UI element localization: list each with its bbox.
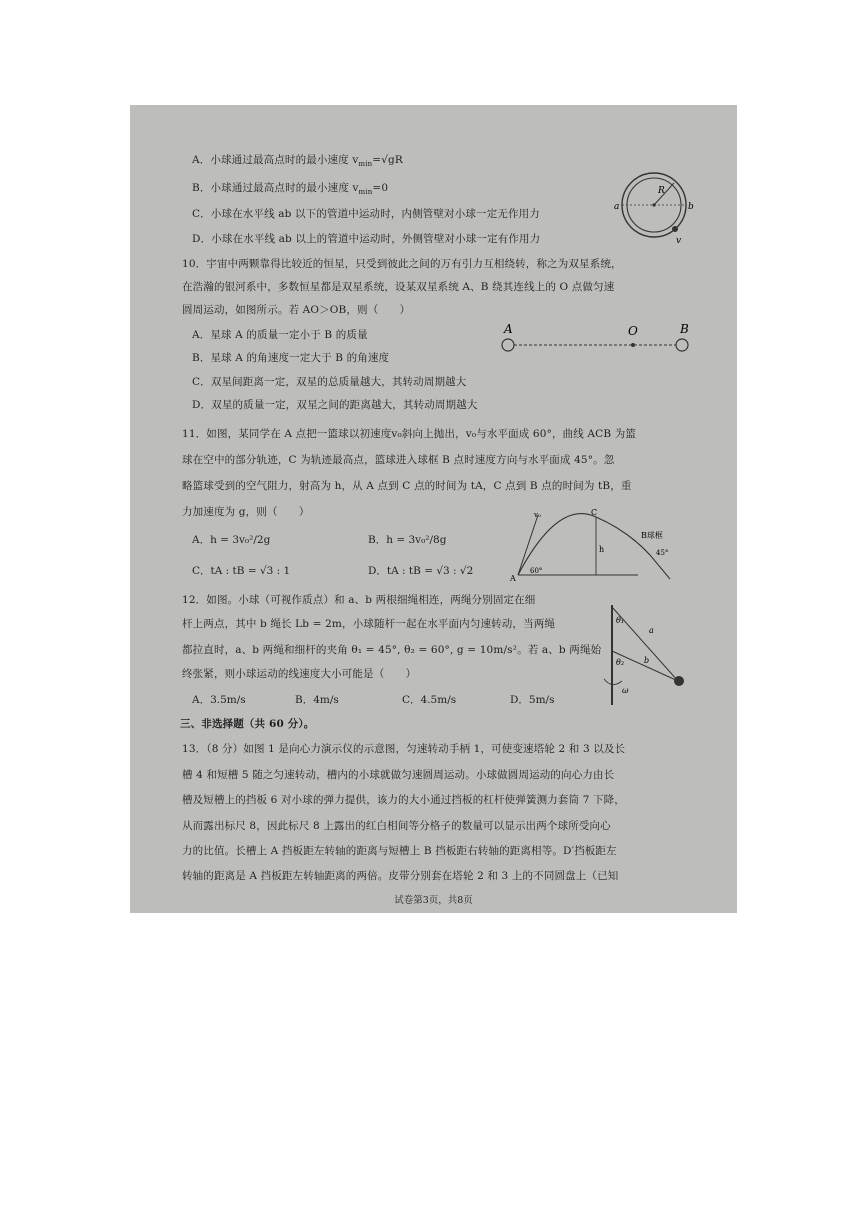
point-o (631, 343, 635, 347)
q13-line-6: 转轴的距离是 A 挡板距左转轴距离的两倍。皮带分别套在塔轮 2 和 3 上的不同圆盘上（已知 (182, 870, 619, 882)
label-a: a (614, 202, 620, 212)
q13-line-5: 力的比值。长槽上 A 挡板距左转轴的距离与短槽上 B 挡板距右转轴的距离相等。D′挡板距左 (182, 845, 617, 857)
q11-line-3: 略篮球受到的空气阻力，射高为 h，从 A 点到 C 点的时间为 tA，C 点到 B 点的时间为 tB，重 (182, 480, 632, 492)
label-h: h (599, 545, 605, 554)
q11-option-d: D．tA : tB = √3 : √2 (368, 565, 474, 577)
star-a (502, 339, 514, 351)
ball (672, 226, 678, 232)
q11-line-4: 力加速度为 g，则（ ） (182, 506, 310, 518)
label-R: R (658, 186, 665, 196)
q10-option-b: B．星球 A 的角速度一定大于 B 的角速度 (192, 352, 390, 364)
label-hoop-B: B球框 (641, 531, 663, 540)
exit-velocity-line (650, 555, 670, 579)
label-B: B (680, 322, 689, 336)
q13-line-2: 槽 4 和短槽 5 随之匀速转动，槽内的小球就做匀速圆周运动。小球做圆周运动的向心力由长 (182, 769, 615, 781)
section-3-heading: 三、非选择题（共 60 分）。 (180, 718, 315, 730)
q11-line-1: 11．如图，某同学在 A 点把一篮球以初速度v₀斜向上抛出，v₀与水平面成 60°，曲线 ACB 为篮 (182, 428, 637, 440)
q10-line-2: 在浩瀚的银河系中，多数恒星都是双星系统，设某双星系统 A、B 绕其连线上的 O 点做匀速 (182, 281, 615, 293)
label-a: a (649, 626, 654, 635)
label-b: b (688, 202, 694, 212)
q11-trajectory-figure (508, 507, 683, 585)
q10-line-3: 圆周运动，如图所示。若 AO＞OB，则（ ） (182, 304, 411, 316)
exam-page (130, 105, 737, 913)
q9-option-d: D．小球在水平线 ab 以上的管道中运动时，外侧管壁对小球一定有作用力 (192, 233, 541, 245)
q11-option-a: A．h = 3v₀²/2g (192, 534, 271, 546)
q12-option-d: D．5m/s (510, 694, 555, 706)
q13-line-3: 槽及短槽上的挡板 6 对小球的弹力提供，该力的大小通过挡板的杠杆使弹簧测力套筒 7 下降， (182, 794, 625, 806)
q12-option-a: A．3.5m/s (192, 694, 246, 706)
label-A: A (504, 322, 513, 336)
page-footer: 试卷第3页，共8页 (394, 895, 473, 906)
q12-line-2: 杆上两点，其中 b 绳长 Lb = 2m，小球随杆一起在水平面内匀速转动，当两绳 (182, 618, 556, 630)
q13-line-4: 从而露出标尺 8，因此标尺 8 上露出的红白相间等分格子的数量可以显示出两个球所受向心 (182, 820, 611, 832)
q12-line-4: 终张紧，则小球运动的线速度大小可能是（ ） (182, 668, 417, 680)
q10-option-c: C．双星间距离一定，双星的总质量越大，其转动周期越大 (192, 376, 467, 388)
q12-option-c: C．4.5m/s (402, 694, 457, 706)
label-A: A (510, 574, 516, 583)
q13-line-1: 13．（8 分）如图 1 是向心力演示仪的示意图，匀速转动手柄 1，可使变速塔轮 2 和 3 以及长 (182, 743, 626, 755)
label-45deg: 45° (656, 549, 669, 557)
q9-option-b: B．小球通过最高点时的最小速度 $v_{min}=0$ (192, 182, 389, 197)
star-b (676, 339, 688, 351)
q12-line-1: 12．如图。小球（可视作质点）和 a、b 两根细绳相连，两绳分别固定在细 (182, 594, 536, 606)
label-omega: ω (622, 686, 629, 695)
label-O: O (628, 324, 638, 338)
q9-tube-circle-figure (614, 165, 698, 247)
q9-option-a: A．小球通过最高点时的最小速度 $v_{min}=√gR$ (192, 154, 403, 169)
q10-option-d: D．双星的质量一定，双星之间的距离越大，其转动周期越大 (192, 399, 478, 411)
q12-option-b: B．4m/s (295, 694, 339, 706)
q11-option-b: B．h = 3v₀²/8g (368, 534, 447, 546)
q11-option-c: C．tA : tB = √3 : 1 (192, 565, 291, 577)
q12-line-3: 都拉直时，a、b 两绳和细杆的夹角 θ₁ = 45°, θ₂ = 60°, g = 10m/s²。若 a、b 两绳始 (182, 644, 602, 656)
v0-arrow (518, 515, 538, 575)
label-theta1: θ₁ (616, 616, 625, 625)
center-point (652, 203, 655, 206)
label-v0: v₀ (534, 511, 541, 519)
label-b: b (644, 656, 650, 665)
trajectory-curve (518, 514, 650, 575)
label-theta2: θ₂ (616, 658, 625, 667)
q9-option-c: C．小球在水平线 ab 以下的管道中运动时，内侧管壁对小球一定无作用力 (192, 208, 540, 220)
q10-binary-star-figure (498, 319, 698, 359)
label-60deg: 60° (530, 567, 543, 575)
label-v: v (676, 236, 682, 246)
q11-line-2: 球在空中的部分轨迹，C 为轨迹最高点，篮球进入球框 B 点时速度方向与水平面成 45°。忽 (182, 454, 615, 466)
q12-rod-figure (604, 601, 694, 711)
q10-option-a: A．星球 A 的质量一定小于 B 的质量 (192, 329, 368, 341)
ball (674, 676, 684, 686)
q10-line-1: 10．宇宙中两颗靠得比较近的恒星，只受到彼此之间的万有引力互相绕转，称之为双星系统， (182, 258, 622, 270)
label-C: C (591, 508, 598, 517)
